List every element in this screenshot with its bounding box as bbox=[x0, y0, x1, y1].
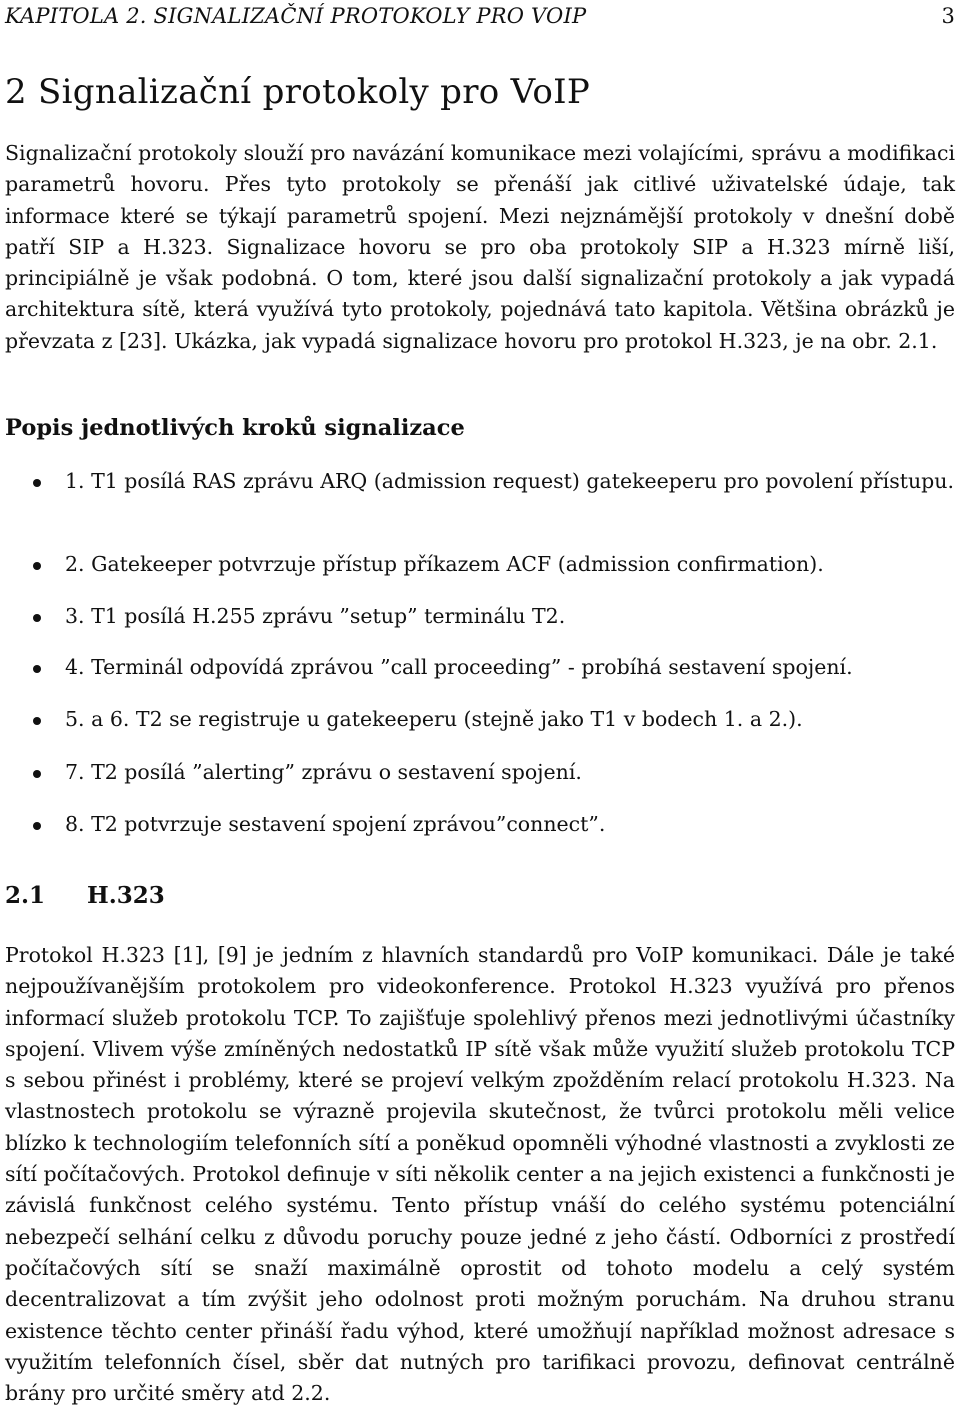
list-item bbox=[5, 757, 955, 788]
list-item bbox=[5, 704, 955, 735]
list-item-text: 5. a 6. T2 se registruje u gatekeeperu (stejně jako T1 v bodech 1. a 2.). bbox=[65, 707, 803, 731]
list-item-text: 8. T2 potvrzuje sestavení spojení zprávou”connect”. bbox=[65, 812, 606, 836]
list-item-text: 7. T2 posílá ”alerting” zprávu o sestavení spojení. bbox=[65, 760, 582, 784]
list-item bbox=[5, 466, 955, 497]
bullet-icon bbox=[33, 614, 41, 622]
list-item bbox=[5, 652, 955, 683]
list-item bbox=[5, 601, 955, 632]
chapter-title: 2 Signalizační protokoly pro VoIP bbox=[5, 72, 591, 112]
list-item-text: 3. T1 posílá H.255 zprávu ”setup” terminálu T2. bbox=[65, 604, 566, 628]
list-item-text: 2. Gatekeeper potvrzuje přístup příkazem ACF (admission confirmation). bbox=[65, 552, 824, 576]
list-item-text: 4. Terminál odpovídá zprávou ”call proceeding” - probíhá sestavení spojení. bbox=[65, 655, 853, 679]
bullet-icon bbox=[33, 562, 41, 570]
bullet-icon bbox=[33, 479, 41, 487]
steps-heading: Popis jednotlivých kroků signalizace bbox=[5, 415, 465, 441]
bullet-icon bbox=[33, 770, 41, 778]
running-header bbox=[5, 4, 955, 34]
section-paragraph: Protokol H.323 [1], [9] je jedním z hlavních standardů pro VoIP komunikaci. Dále je také nejpoužívanějším protokolem pro videokonference. Protokol H.323 využívá pro přenos informací služeb protokolu TCP. To zajišťuje spolehlivý přenos mezi jednotlivými účastníky spojení. Vlivem výše zmíněných nedostatků IP sítě však může využití služeb protokolu TCP s sebou přinést i problémy, které se projeví velkým zpožděním relací protokolu H.323. Na vlastnostech protokolu se výrazně projevila skutečnost, že tvůrci protokolu měli velice blízko k technologiím telefonních sítí a poněkud opomněli výhodné vlastnosti a zvyklosti ze sítí počítačových. Protokol definuje v síti několik center a na jejich existenci a funkčnosti je závislá funkčnost celého systému. Tento přístup vnáší do celého systému potenciální nebezpečí selhání celku z důvodu poruchy pouze jedné z jeho částí. Odborníci z prostředí počítačových sítí se snaží maximálně oprostit od tohoto modelu a celý systém decentralizovat a tím zvýšit jeho odolnost proti možným poruchám. Na druhou stranu existence těchto center přináší řadu výhod, které umožňují například možnost adresace s využitím telefonních čísel, sběr dat nutných pro tarifikaci provozu, definovat centrálně brány pro určité směry atd 2.2. bbox=[5, 943, 955, 1406]
intro-paragraph: Signalizační protokoly slouží pro navázání komunikace mezi volajícími, správu a modifikaci parametrů hovoru. Přes tyto protokoly se přenáší jak citlivé uživatelské údaje, tak informace které se týkají parametrů spojení. Mezi nejznámější protokoly v dnešní době patří SIP a H.323. Signalizace hovoru se pro oba protokoly SIP a H.323 mírně liší, principiálně je však podobná. O tom, které jsou další signalizační protokoly a jak vypadá architektura sítě, která využívá tyto protokoly, pojednává tato kapitola. Většina obrázků je převzata z [23]. Ukázka, jak vypadá signalizace hovoru pro protokol H.323, je na obr. 2.1. bbox=[5, 141, 955, 353]
bullet-icon bbox=[33, 665, 41, 673]
list-item bbox=[5, 809, 955, 840]
page-number: 3 bbox=[941, 4, 955, 28]
section-number: 2.1 bbox=[5, 882, 46, 909]
section-title: H.323 bbox=[87, 882, 165, 909]
list-item-text: 1. T1 posílá RAS zprávu ARQ (admission request) gatekeeperu pro povolení přístupu. bbox=[65, 469, 954, 493]
bullet-icon bbox=[33, 822, 41, 830]
section-heading bbox=[5, 882, 165, 909]
running-title: KAPITOLA 2. SIGNALIZAČNÍ PROTOKOLY PRO VOIP bbox=[5, 4, 587, 28]
bullet-icon bbox=[33, 717, 41, 725]
list-item bbox=[5, 549, 955, 580]
